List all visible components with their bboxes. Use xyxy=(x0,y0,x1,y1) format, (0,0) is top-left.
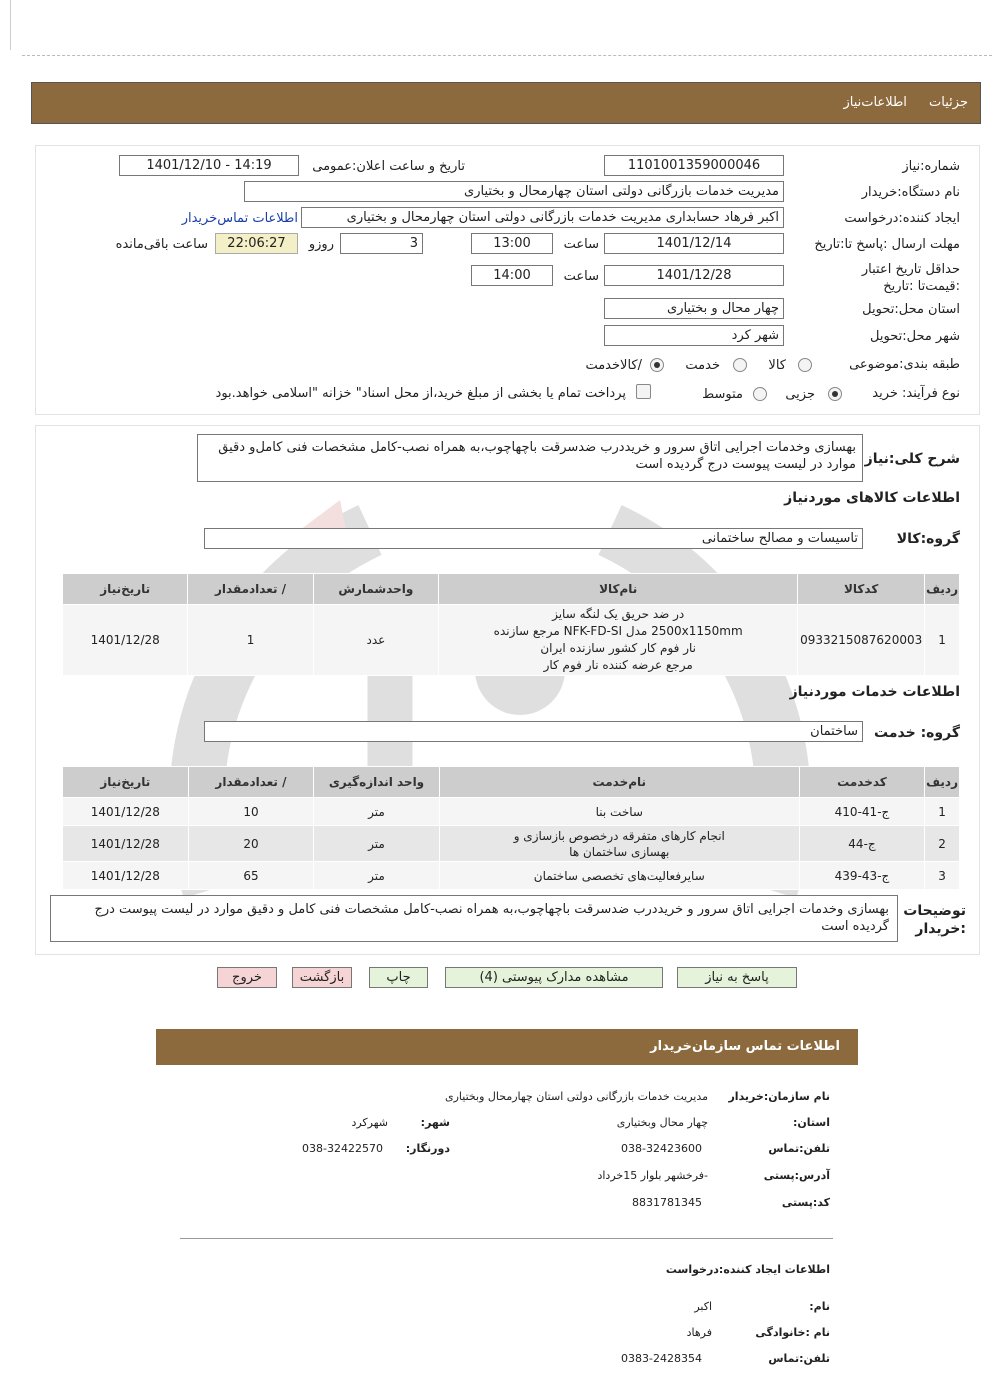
creator-phone-label: تلفن:تماس xyxy=(768,1352,830,1365)
validity-label: حداقل تاریخ اعتبار :قیمت‌تا :تاریخ xyxy=(861,262,960,294)
creator-family-label: نام :خانوادگی xyxy=(755,1326,830,1339)
address-value: -فرخشهر بلوار 15خرداد xyxy=(597,1169,708,1182)
province-label: استان محل:تحویل xyxy=(862,302,960,317)
services-row xyxy=(63,826,960,862)
print-button[interactable]: چاپ xyxy=(369,967,428,988)
org-name-value: مدیریت خدمات بازرگانی دولتی استان چهارمحال وبختیاری xyxy=(445,1090,708,1103)
city-contact-label: شهر: xyxy=(420,1116,450,1129)
radio-goods-label: کالا xyxy=(768,358,786,373)
deadline-time-label: ساعت xyxy=(563,237,599,252)
validity-time-field: 14:00 xyxy=(471,265,553,286)
payment-note: پرداخت تمام یا بخشی از مبلغ خرید،از محل اسناد" خزانه "اسلامی خواهد.بود xyxy=(215,386,626,401)
back-button[interactable]: بازگشت xyxy=(292,967,352,988)
need-number-field: 1101001359000046 xyxy=(604,155,784,176)
org-name-label: نام سازمان:خریدار xyxy=(728,1090,830,1103)
exit-button[interactable]: خروج xyxy=(217,967,277,988)
goods-name-line: 2500x1150mm مدل NFK-FD-SI مرجع سازنده xyxy=(493,624,743,638)
buyer-notes-label: توضیحات :خریدار xyxy=(903,903,966,937)
attachments-button[interactable]: مشاهده مدارک پیوستی (4) xyxy=(445,967,663,988)
goods-header-unit: واحدشمارش xyxy=(313,574,439,605)
services-name-line: انجام کارهای متفرقه درخصوص بازسازی و xyxy=(513,828,725,843)
fax-value: 038-32422570 xyxy=(302,1142,383,1155)
tab-details[interactable]: جزئیات xyxy=(929,95,968,110)
services-row-name: ساخت بنا xyxy=(439,798,799,826)
services-row-qty: 10 xyxy=(188,798,314,826)
services-row-qty: 20 xyxy=(188,826,314,862)
creator-field: اکبر فرهاد حسابداری مدیریت خدمات بازرگانی دولتی استان چهارمحال و بختیاری xyxy=(301,207,784,228)
announce-date-label: تاریخ و ساعت اعلان:عمومی xyxy=(312,159,465,174)
services-row-date: 1401/12/28 xyxy=(63,798,189,826)
services-header-name: نام‌خدمت xyxy=(439,767,799,798)
city-contact-value: شهرکرد xyxy=(351,1116,388,1129)
need-number-label: شماره:نیاز xyxy=(902,159,960,174)
radio-medium[interactable] xyxy=(753,386,767,401)
radio-partial-label: جزیی xyxy=(785,387,815,402)
goods-group-label: گروه:کالا xyxy=(896,531,960,547)
goods-row-code: 0933215087620003 xyxy=(798,605,925,676)
goods-table xyxy=(62,573,960,676)
contact-divider xyxy=(180,1238,833,1239)
goods-header-date: تاریخ‌نیاز xyxy=(63,574,188,605)
services-row-unit: متر xyxy=(314,798,440,826)
services-header-row: ردیف xyxy=(925,767,960,798)
buyer-notes-field: بهسازی وخدمات اجرایی اتاق سرور و خریددرب ضدسرقت باچهاچوب،به همراه نصب-کامل مشخصات فنی کامل و دقیق موارد در لیست پیوست درج گردیده است xyxy=(50,895,898,942)
reply-button[interactable]: پاسخ به نیاز xyxy=(677,967,797,988)
province-field: چهار محال و بختیاری xyxy=(604,298,784,319)
postal-code-value: 8831781345 xyxy=(632,1196,702,1209)
announce-date-field: 1401/12/10 - 14:19 xyxy=(119,155,299,176)
services-group-label: گروه: خدمت xyxy=(874,725,960,741)
top-divider xyxy=(22,55,992,56)
phone-label: تلفن:تماس xyxy=(768,1142,830,1155)
goods-header-code: کدکالا xyxy=(798,574,925,605)
postal-code-label: کد:پستی xyxy=(781,1196,830,1209)
category-label: طبقه بندی:موضوعی xyxy=(849,357,960,372)
services-table xyxy=(62,766,960,890)
summary-field: بهسازی وخدمات اجرایی اتاق سرور و خریددرب ضدسرقت باچهاچوب،به همراه نصب-کامل مشخصات فنی کامل‌و دقیق موارد در لیست پیوست درج گردیده است xyxy=(197,434,863,482)
goods-header-qty: / تعدادمقدار xyxy=(188,574,313,605)
phone-value: 038-32423600 xyxy=(621,1142,702,1155)
goods-name-line: نار فوم کار کشور سازنده ایران xyxy=(540,641,697,655)
radio-goods[interactable] xyxy=(798,357,812,372)
city-label: شهر محل:تحویل xyxy=(870,329,960,344)
services-row-name: سایرفعالیت‌های تخصصی ساختمان xyxy=(439,862,799,890)
goods-row xyxy=(63,605,960,676)
goods-row-number: 1 xyxy=(925,605,960,676)
services-row-code: ج-41-410 xyxy=(799,798,924,826)
services-row-number: 2 xyxy=(925,826,960,862)
creator-name-label: نام: xyxy=(809,1300,830,1313)
radio-medium-label: متوسط xyxy=(702,387,743,402)
creator-label: ایجاد کننده:درخواست xyxy=(844,211,960,226)
deadline-date-field: 1401/12/14 xyxy=(604,233,784,254)
tab-need-info[interactable]: اطلاعات‌نیاز xyxy=(843,95,907,110)
services-name-line: بهسازی ساختمان ها xyxy=(569,844,670,859)
payment-checkbox[interactable] xyxy=(636,384,651,399)
goods-section-title: اطلاعات کالاهای موردنیاز xyxy=(784,490,960,506)
top-left-divider xyxy=(10,0,11,50)
buyer-label: نام دستگاه:خریدار xyxy=(861,185,960,200)
services-row-date: 1401/12/28 xyxy=(63,826,189,862)
services-header-date: تاریخ‌نیاز xyxy=(63,767,189,798)
tab-bar xyxy=(31,82,981,124)
goods-name-line: در ضد حریق یک لنگه سایز xyxy=(552,607,685,621)
services-row-code: ج-43-439 xyxy=(799,862,924,890)
radio-service-label: خدمت xyxy=(685,358,720,373)
deadline-time-field: 13:00 xyxy=(471,233,553,254)
services-row-unit: متر xyxy=(314,862,440,890)
services-header-unit: واحد اندازه‌گیری xyxy=(314,767,440,798)
fax-label: دورنگار: xyxy=(405,1142,450,1155)
services-row-number: 1 xyxy=(925,798,960,826)
goods-name-line: مرجع عرضه کننده نار فوم کار xyxy=(543,658,693,672)
goods-row-unit: عدد xyxy=(313,605,439,676)
creator-name-value: اکبر xyxy=(694,1300,712,1313)
buyer-contact-link[interactable]: اطلاعات تماس‌خریدار xyxy=(181,211,298,226)
goods-header-row: ردیف xyxy=(925,574,960,605)
services-row xyxy=(63,798,960,826)
services-row-unit: متر xyxy=(314,826,440,862)
radio-partial[interactable] xyxy=(828,386,842,401)
creator-family-value: فرهاد xyxy=(686,1326,712,1339)
services-section-title: اطلاعات خدمات موردنیاز xyxy=(789,684,960,700)
city-field: شهر کرد xyxy=(604,325,784,346)
validity-time-label: ساعت xyxy=(563,269,599,284)
province-contact-value: چهار محال وبختیاری xyxy=(616,1116,708,1129)
services-group-field: ساختمان xyxy=(204,721,863,742)
remaining-timer: 22:06:27 xyxy=(215,233,298,254)
address-label: آدرس:پستی xyxy=(763,1169,830,1182)
days-label: روزو xyxy=(308,237,334,252)
services-row-number: 3 xyxy=(925,862,960,890)
buyer-field: مدیریت خدمات بازرگانی دولتی استان چهارمحال و بختیاری xyxy=(244,181,784,202)
goods-header-name: نام‌کالا xyxy=(439,574,798,605)
goods-group-field: تاسیسات و مصالح ساختمانی xyxy=(204,528,863,549)
services-row xyxy=(63,862,960,890)
deadline-label: مهلت ارسال :پاسخ تا:تاریخ xyxy=(814,237,960,252)
buyer-contact-header: اطلاعات تماس سازمان‌خریدار xyxy=(156,1029,858,1065)
creator-phone-value: 0383-2428354 xyxy=(621,1352,702,1365)
services-row-date: 1401/12/28 xyxy=(63,862,189,890)
services-row-qty: 65 xyxy=(188,862,314,890)
radio-goods-service[interactable] xyxy=(650,357,664,372)
validity-date-field: 1401/12/28 xyxy=(604,265,784,286)
services-row-name xyxy=(439,826,799,862)
days-field: 3 xyxy=(340,233,423,254)
services-header-code: کدخدمت xyxy=(799,767,924,798)
radio-goods-service-label: /کالاخدمت xyxy=(585,358,642,373)
remaining-label: ساعت باقی‌مانده xyxy=(115,237,208,252)
creator-info-title: اطلاعات ایجاد کننده:درخواست xyxy=(665,1263,830,1276)
goods-row-qty: 1 xyxy=(188,605,313,676)
goods-row-name xyxy=(439,605,798,676)
services-row-code: ج-44 xyxy=(799,826,924,862)
summary-label: شرح کلی:نیاز xyxy=(864,451,960,467)
radio-service[interactable] xyxy=(733,357,747,372)
goods-row-date: 1401/12/28 xyxy=(63,605,188,676)
process-label: نوع فرآیند: خرید xyxy=(872,386,960,401)
services-header-qty: / تعدادمقدار xyxy=(188,767,314,798)
province-contact-label: استان: xyxy=(793,1116,830,1129)
